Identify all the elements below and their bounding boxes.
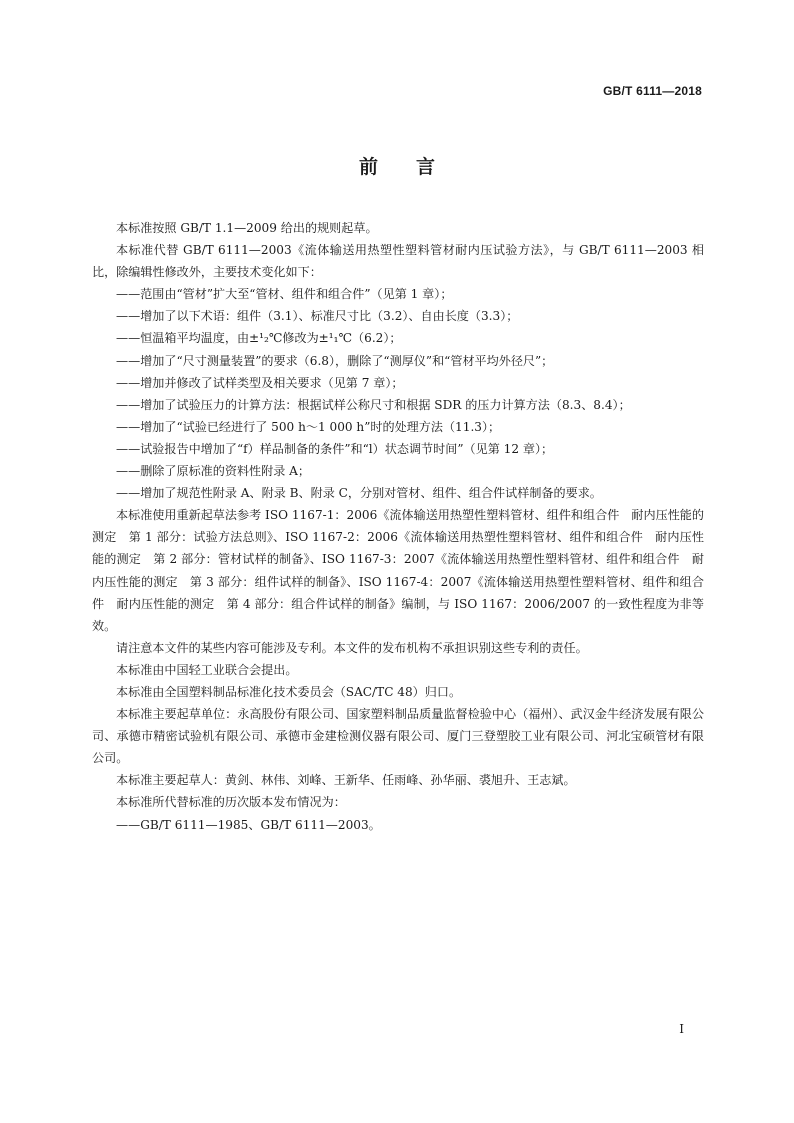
change-item: ——增加了“试验已经进行了 500 h～1 000 h”时的处理方法（11.3）； — [116, 419, 501, 434]
change-item: ——增加了以下术语：组件（3.1）、标准尺寸比（3.2）、自由长度（3.3）； — [116, 309, 519, 324]
standard-code-header: GB/T 6111—2018 — [603, 84, 702, 98]
change-item: ——试验报告中增加了“f）样品制备的条件”和“l）状态调节时间”（见第 12 章）； — [116, 441, 554, 456]
paragraph-reference-iso: 本标准使用重新起草法参考 ISO 1167-1：2006《流体输送用热塑性塑料管材、组件和组合件 耐内压性能的测定 第 1 部分：试验方法总则》、ISO 1167-2：2006《流体输送用热塑性塑料管材、组件和组合件 耐内压性能的测定 第 2 部分：管材试样的制备》、ISO 1167-3：2007《流体输送用热塑性塑料管材、组件和组合件 耐内压性能的测定 第 3 部分：组件试样的制备》、ISO 1167-4：2007《流体输送用热塑性塑料管材、组件和组合件 耐内压性能的测定 第 4 部分：组合件试样的制备》编制，与 ISO 1167：2006/2007 的一致性程度为非等效。 — [92, 508, 704, 633]
paragraph-committee: 本标准由全国塑料制品标准化技术委员会（SAC/TC 48）归口。 — [116, 684, 462, 699]
paragraph-replacement: 本标准代替 GB/T 6111—2003《流体输送用热塑性塑料管材耐内压试验方法》，与 GB/T 6111—2003 相比，除编辑性修改外，主要技术变化如下： — [92, 243, 704, 280]
change-item: ——恒温箱平均温度，由±¹₂℃修改为±¹₁℃（6.2）； — [116, 331, 402, 346]
paragraph-drafters: 本标准主要起草人：黄剑、林伟、刘峰、王新华、任雨峰、孙华丽、裘旭升、王志斌。 — [116, 773, 576, 788]
paragraph-drafting-rule: 本标准按照 GB/T 1.1—2009 给出的规则起草。 — [116, 221, 378, 235]
change-item: ——增加了“尺寸测量装置”的要求（6.8），删除了“测厚仪”和“管材平均外径尺”； — [116, 353, 554, 368]
paragraph-patent-notice: 请注意本文件的某些内容可能涉及专利。本文件的发布机构不承担识别这些专利的责任。 — [116, 640, 588, 655]
change-item: ——删除了原标准的资料性附录 A； — [116, 464, 310, 479]
change-item: ——增加并修改了试样类型及相关要求（见第 7 章）； — [116, 375, 404, 390]
change-item: ——增加了试验压力的计算方法：根据试样公称尺寸和根据 SDR 的压力计算方法（8.3、8.4）； — [116, 397, 631, 412]
change-item: ——增加了规范性附录 A、附录 B、附录 C，分别对管材、组件、组合件试样制备的要求。 — [116, 486, 602, 501]
paragraph-drafting-units: 本标准主要起草单位：永高股份有限公司、国家塑料制品质量监督检验中心（福州）、武汉金牛经济发展有限公司、承德市精密试验机有限公司、承德市金建检测仪器有限公司、厦门三登塑胶工业有限公司、河北宝硕管材有限公司。 — [92, 707, 704, 766]
page-title: 前言 — [358, 156, 473, 178]
page-number: I — [679, 1022, 684, 1036]
document-body — [92, 217, 704, 836]
paragraph-history-intro: 本标准所代替标准的历次版本发布情况为： — [116, 795, 346, 810]
history-item: ——GB/T 6111—1985、GB/T 6111—2003。 — [116, 817, 381, 832]
change-item: ——范围由“管材”扩大至“管材、组件和组合件”（见第 1 章）； — [116, 287, 453, 302]
paragraph-proposer: 本标准由中国轻工业联合会提出。 — [116, 662, 298, 677]
